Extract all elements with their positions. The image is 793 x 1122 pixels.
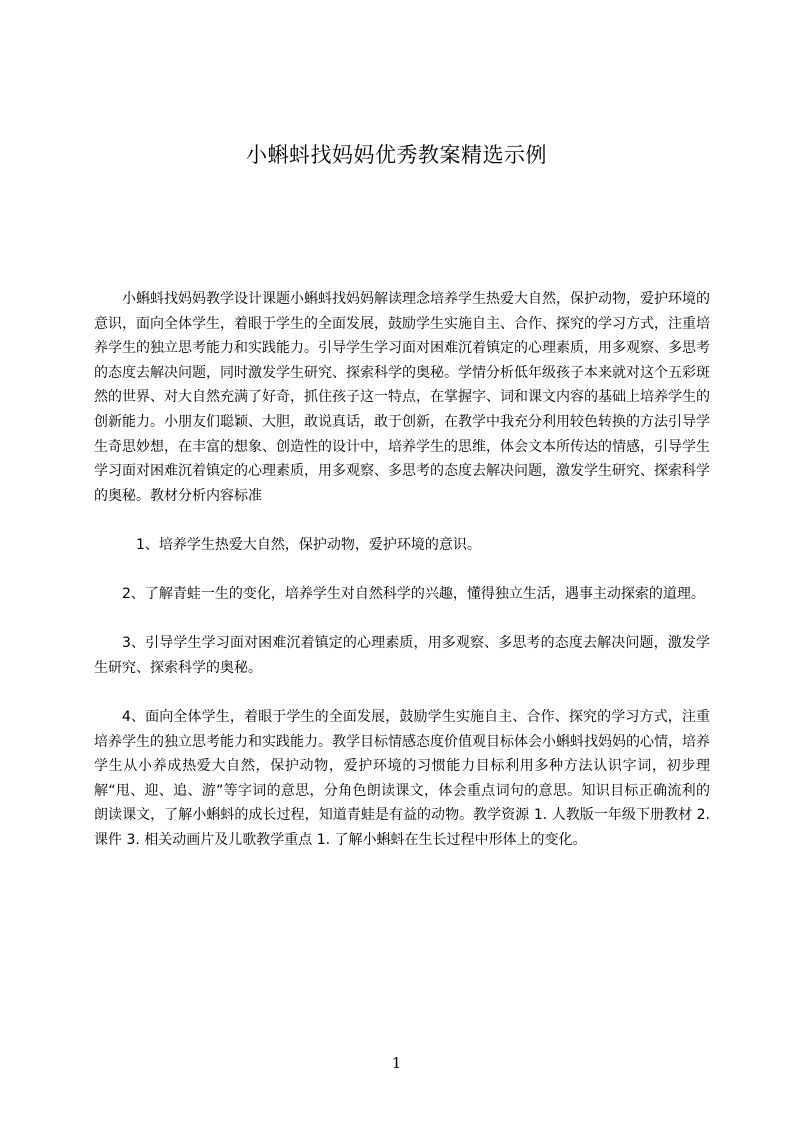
paragraph-item-1: 1、培养学生热爱大自然，保护动物，爱护环境的意识。 xyxy=(136,536,481,553)
document-title: 小蝌蚪找妈妈优秀教案精选示例 xyxy=(246,143,547,167)
paragraph-item-2: 2、了解青蛙一生的变化，培养学生对自然科学的兴趣，懂得独立生活，遇事主动探索的道理。 xyxy=(122,586,705,603)
paragraph-item-4: 4、面向全体学生，着眼于学生的全面发展，鼓励学生实施自主、合作、探究的学习方式，注重培养学生的独立思考能力和实践能力。教学目标情感态度价值观目标体会小蝌蚪找妈妈的心情，培养学生从小养成热爱大自然，保护动物，爱护环境的习惯能力目标利用多种方法认识字词，初步理解“甩、迎、追、游”等字词的意思，分角色朗读课文，体会重点词句的意思。知识目标正确流利的朗读课文，了解小蝌蚪的成长过程，知道青蛙是有益的动物。教学资源 1. 人教版一年级下册教材 2. 课件 3. 相关动画片及儿歌教学重点 1. 了解小蝌蚪在生长过程中形体上的变化。 xyxy=(94,709,710,849)
document-body xyxy=(94,287,710,853)
paragraph-item-3: 3、引导学生学习面对困难沉着镇定的心理素质，用多观察、多思考的态度去解决问题，激发学生研究、探索科学的奥秘。 xyxy=(94,635,710,676)
paragraph-intro: 小蝌蚪找妈妈教学设计课题小蝌蚪找妈妈解读理念培养学生热爱大自然，保护动物，爱护环境的意识，面向全体学生，着眼于学生的全面发展，鼓励学生实施自主、合作、探究的学习方式，注重培养学生的独立思考能力和实践能力。引导学生学习面对困难沉着镇定的心理素质，用多观察、多思考的态度去解决问题，同时激发学生研究、探索科学的奥秘。学情分析低年级孩子本来就对这个五彩斑然的世界、对大自然充满了好奇，抓住孩子这一特点，在掌握字、词和课文内容的基础上培养学生的创新能力。小朋友们聪颖、大胆，敢说真话，敢于创新，在教学中我充分利用较色转换的方法引导学生奇思妙想，在丰富的想象、创造性的设计中，培养学生的思维，体会文本所传达的情感，引导学生学习面对困难沉着镇定的心理素质，用多观察、多思考的态度去解决问题，激发学生研究、探索科学的奥秘。教材分析内容标准 xyxy=(94,291,710,504)
page-number: 1 xyxy=(391,1054,402,1072)
